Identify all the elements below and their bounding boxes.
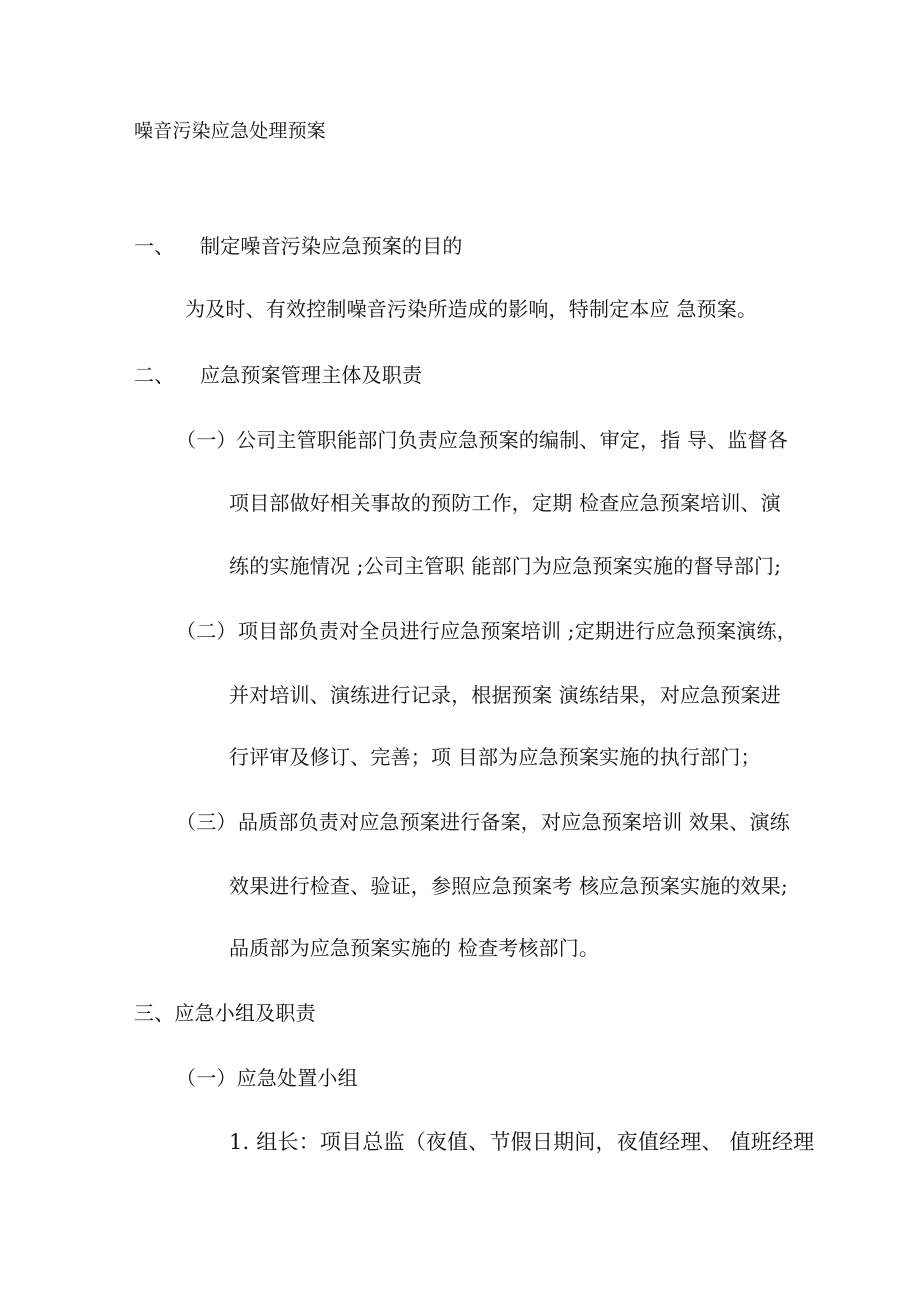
item-1-line-2: 项目部做好相关事故的预防工作，定期 检查应急预案培训、演 (229, 491, 781, 515)
item-1-line-1: 公司主管职能部门负责应急预案的编制、审定，指 导、监督各 (236, 428, 788, 452)
item-3-line-1: 品质部负责对应急预案进行备案，对应急预案培训 效果、演练 (238, 810, 790, 834)
section-3-heading: 三、应急小组及职责 (134, 1001, 316, 1025)
item-2-line-2: 并对培训、演练进行记录，根据预案 演练结果，对应急预案进 (229, 683, 781, 707)
item-2-marker: （二） (176, 619, 237, 643)
section-1-paragraph: 为及时、有效控制噪音污染所造成的影响，特制定本应 急预案。 (185, 297, 758, 321)
section-3-subheading: （一）应急处置小组 (176, 1066, 358, 1090)
item-2-line-1: 项目部负责对全员进行应急预案培训 ;定期进行应急预案演练， (238, 619, 797, 643)
section-2-number: 二、 (134, 363, 175, 387)
section-1-number: 一、 (134, 234, 175, 258)
item-2-line-3: 行评审及修订、完善；项 目部为应急预案实施的执行部门； (229, 745, 761, 769)
section-1-heading: 制定噪音污染应急预案的目的 (200, 234, 463, 258)
item-3-line-2: 效果进行检查、验证，参照应急预案考 核应急预案实施的效果; (229, 874, 788, 898)
item-3-line-3: 品质部为应急预案实施的 检查考核部门。 (229, 936, 600, 960)
item-1-line-3: 练的实施情况 ;公司主管职 能部门为应急预案实施的督导部门; (229, 554, 782, 578)
section-2-heading: 应急预案管理主体及职责 (200, 363, 423, 387)
section-3-item-1: 1. 组长：项目总监（夜值、节假日期间，夜值经理、 值班经理 (229, 1130, 815, 1154)
item-1-marker: （一） (176, 428, 237, 452)
document-title: 噪音污染应急处理预案 (134, 120, 327, 142)
item-3-marker: （三） (176, 810, 237, 834)
